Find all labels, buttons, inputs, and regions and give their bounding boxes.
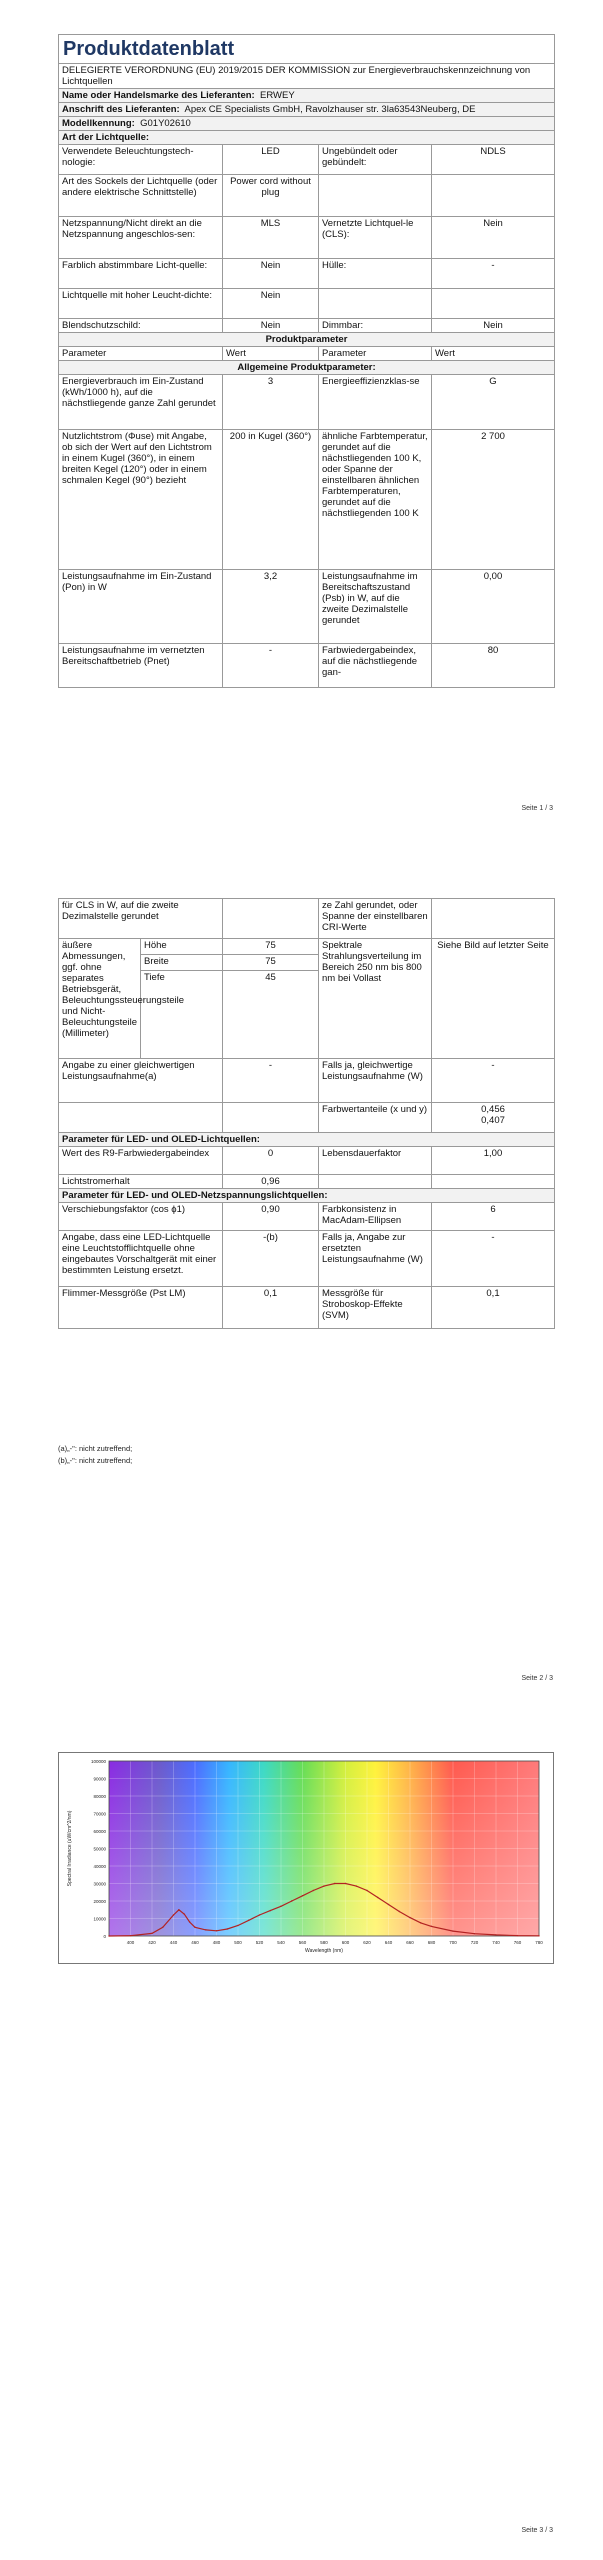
- ls-label-2a: Art des Sockels der Lichtquelle (oder andere elektrische Schnittstelle): [59, 175, 223, 217]
- equiv-power-yes-label: Falls ja, gleichwertige Leistungsaufnahme (W): [319, 1059, 432, 1103]
- page-2-sheet: [58, 898, 554, 1329]
- y-tick-label: 60000: [93, 1829, 106, 1834]
- spectrum-data-point: [377, 1897, 378, 1898]
- spectrum-data-point: [409, 1917, 410, 1918]
- spectrum-chart: [58, 1752, 554, 1964]
- equiv-power-label-text: Angabe zu einer gleichwertigen Leistungsaufnahme(a): [62, 1060, 195, 1082]
- spectral-label: Spektrale Strahlungsverteilung im Bereich 250 nm bis 800 nm bei Vollast: [319, 939, 432, 1059]
- param-psb-label: Leistungsaufnahme im Bereitschaftszustand (Psb) in W, auf die zweite Dezimalstelle gerundet: [319, 570, 432, 644]
- product-parameters-header: Produktparameter: [59, 333, 555, 347]
- spectrum-data-point: [178, 1909, 179, 1910]
- maintenance-value: 0,96: [223, 1175, 319, 1189]
- spectrum-data-point: [194, 1927, 195, 1928]
- consistency-value: 6: [432, 1203, 555, 1231]
- spectrum-data-point: [420, 1922, 421, 1923]
- mains-params-header: Parameter für LED- und OLED-Netzspannungslichtquellen:: [59, 1189, 555, 1203]
- x-tick-label: 620: [363, 1940, 371, 1945]
- y-tick-label: 100000: [90, 1759, 106, 1764]
- replacement-power-label: Falls ja, Angabe zur ersetzten Leistungsaufnahme (W): [319, 1231, 432, 1287]
- datasheet-table-page2: [58, 898, 555, 1329]
- col-header-value-1: Wert: [223, 347, 319, 361]
- ls-value-1b: NDLS: [432, 145, 555, 175]
- x-tick-label: 440: [169, 1940, 178, 1945]
- supplier-address-value: Apex CE Specialists GmbH, Ravolzhauser str. 3la63543Neuberg, DE: [184, 104, 476, 115]
- ls-label-3a: Netzspannung/Nicht direkt an die Netzspannung angeschlos-sen:: [59, 217, 223, 259]
- ls-label-3b: Vernetzte Lichtquel-le (CLS):: [319, 217, 432, 259]
- footnotes: [58, 1443, 132, 1467]
- spectrum-data-point: [431, 1926, 432, 1927]
- dim-height-label: Höhe: [141, 939, 223, 955]
- y-axis-label: Spectral Irradiance (uW/cm^2/nm): [67, 1810, 73, 1887]
- equiv-power-value: -: [223, 1059, 319, 1103]
- model-row: [59, 117, 555, 131]
- page-number-3: Seite 3 / 3: [521, 2527, 553, 2534]
- empty-cell-a: [59, 1103, 223, 1133]
- x-tick-label: 520: [255, 1940, 264, 1945]
- y-tick-label: 0: [103, 1934, 106, 1939]
- spectrum-data-point: [270, 1910, 271, 1911]
- y-tick-label: 90000: [93, 1776, 106, 1782]
- regulation-subtitle: DELEGIERTE VERORDNUNG (EU) 2019/2015 DER KOMMISSION zur Energieverbrauchskennzeichnung von Lichtquellen: [59, 64, 555, 89]
- y-tick-label: 20000: [93, 1899, 106, 1904]
- dim-depth-label: Tiefe: [141, 971, 223, 1059]
- flicker-value: 0,1: [223, 1287, 319, 1329]
- spectrum-data-point: [495, 1934, 496, 1935]
- spectrum-data-point: [388, 1904, 389, 1905]
- ls-label-5b: [319, 289, 432, 319]
- spectrum-data-point: [108, 1935, 109, 1936]
- x-tick-label: 700: [449, 1940, 457, 1945]
- ls-label-1b: Ungebündelt oder gebündelt:: [319, 145, 432, 175]
- cont-pnet-value: [223, 899, 319, 939]
- col-header-parameter-1: Parameter: [59, 347, 223, 361]
- param-pon-label: Leistungsaufnahme im Ein-Zustand (Pon) in W: [59, 570, 223, 644]
- ls-value-2b: [432, 175, 555, 217]
- spectrum-data-point: [313, 1890, 314, 1891]
- x-tick-label: 780: [535, 1940, 543, 1945]
- ls-value-5a: Nein: [223, 289, 319, 319]
- spectrum-data-point: [356, 1885, 357, 1886]
- spectrum-data-point: [130, 1935, 131, 1936]
- y-tick-label: 50000: [93, 1846, 106, 1852]
- spectrum-data-point: [366, 1890, 367, 1891]
- x-tick-label: 660: [406, 1940, 414, 1945]
- spectrum-data-point: [216, 1930, 217, 1931]
- spectrum-data-point: [280, 1906, 281, 1907]
- param-pon-value: 3,2: [223, 570, 319, 644]
- ls-label-6b: Dimmbar:: [319, 319, 432, 333]
- y-tick-label: 30000: [93, 1881, 106, 1887]
- equiv-power-label: [59, 1059, 223, 1103]
- led-params-header: Parameter für LED- und OLED-Lichtquellen:: [59, 1133, 555, 1147]
- spectrum-data-point: [237, 1925, 238, 1926]
- spectrum-data-point: [452, 1930, 453, 1931]
- spectrum-data-point: [291, 1900, 292, 1901]
- ls-label-4b: Hülle:: [319, 259, 432, 289]
- ls-label-2b: [319, 175, 432, 217]
- x-tick-label: 600: [341, 1940, 350, 1945]
- stroboscopic-value: 0,1: [432, 1287, 555, 1329]
- spectrum-data-point: [151, 1933, 152, 1934]
- general-params-header: Allgemeine Produktparameter:: [59, 361, 555, 375]
- x-tick-label: 500: [234, 1940, 242, 1945]
- empty-cell-b: [223, 1103, 319, 1133]
- spectral-value: Siehe Bild auf letzter Seite: [432, 939, 555, 1059]
- spectrum-data-point: [189, 1921, 190, 1922]
- spectrum-data-point: [205, 1929, 206, 1930]
- spectrum-data-point: [173, 1914, 174, 1915]
- empty-cell-c: [319, 1175, 432, 1189]
- dim-height-value: 75: [223, 939, 319, 955]
- supplier-address-row: [59, 103, 555, 117]
- x-tick-label: 400: [126, 1940, 135, 1945]
- spectrum-data-point: [345, 1883, 346, 1884]
- lifetime-value: 1,00: [432, 1147, 555, 1175]
- cont-pnet-label: für CLS in W, auf die zweite Dezimalstelle gerundet: [59, 899, 223, 939]
- x-tick-label: 460: [191, 1940, 199, 1945]
- x-tick-label: 420: [148, 1940, 156, 1945]
- ls-value-5b: [432, 289, 555, 319]
- footnote-a: (a)„-": nicht zutreffend;: [58, 1444, 133, 1453]
- x-tick-label: 580: [320, 1940, 328, 1945]
- dim-depth-value: 45: [223, 971, 319, 1059]
- datasheet-table-page1: [58, 34, 555, 688]
- cont-cri-value: [432, 899, 555, 939]
- shift-factor-value: 0,90: [223, 1203, 319, 1231]
- spectrum-data-point: [474, 1933, 475, 1934]
- page-number-1: Seite 1 / 3: [521, 805, 553, 812]
- ls-label-4a: Farblich abstimmbare Licht-quelle:: [59, 259, 223, 289]
- ls-value-1a: LED: [223, 145, 319, 175]
- param-energy-label: Energieverbrauch im Ein-Zustand (kWh/1000 h), auf die nächstliegende ganze Zahl gerundet: [59, 375, 223, 430]
- supplier-address-label: Anschrift des Lieferanten:: [62, 104, 180, 115]
- page-title: Produktdatenblatt: [59, 35, 555, 64]
- x-tick-label: 740: [492, 1940, 500, 1945]
- r9-label: Wert des R9-Farbwiedergabeindex: [59, 1147, 223, 1175]
- x-tick-label: 640: [384, 1940, 393, 1945]
- chromaticity-values: [432, 1103, 555, 1133]
- ls-value-3b: Nein: [432, 217, 555, 259]
- chromaticity-x: 0,456: [481, 1104, 505, 1115]
- x-tick-label: 560: [298, 1940, 307, 1945]
- param-flux-label: Nutzlichtstrom (Φuse) mit Angabe, ob sich der Wert auf den Lichtstrom in einem Kugel (360°), in einem breiten Kegel (120°) oder in einem schmalen Kegel (90°) bezieht: [59, 430, 223, 570]
- col-header-value-2: Wert: [432, 347, 555, 361]
- param-energy-value: 3: [223, 375, 319, 430]
- equiv-power-yes-value: -: [432, 1059, 555, 1103]
- x-tick-label: 760: [513, 1940, 522, 1945]
- spectrum-data-point: [227, 1928, 228, 1929]
- y-tick-label: 80000: [93, 1794, 106, 1799]
- ls-label-1a: Verwendete Beleuchtungstech-nologie:: [59, 145, 223, 175]
- model-label: Modellkennung:: [62, 118, 135, 129]
- shift-factor-label: Verschiebungsfaktor (cos ϕ1): [59, 1203, 223, 1231]
- footnote-b: (b)„-": nicht zutreffend;: [58, 1456, 133, 1465]
- replacement-label: Angabe, dass eine LED-Lichtquelle eine Leuchtstofflichtquelle ohne eingebautes Vorschaltgerät mit einer bestimmten Leistung ersetzt.: [59, 1231, 223, 1287]
- chromaticity-label: Farbwertanteile (x und y): [319, 1103, 432, 1133]
- x-axis-label: Wavelength (nm): [305, 1948, 343, 1954]
- ls-value-6b: Nein: [432, 319, 555, 333]
- param-cri-value: 80: [432, 644, 555, 688]
- ls-value-6a: Nein: [223, 319, 319, 333]
- x-tick-label: 720: [470, 1940, 479, 1945]
- spectrum-data-point: [399, 1911, 400, 1912]
- x-tick-label: 540: [277, 1940, 285, 1945]
- spectrum-data-point: [334, 1883, 335, 1884]
- replacement-value: -(b): [223, 1231, 319, 1287]
- supplier-name-label: Name oder Handelsmarke des Lieferanten:: [62, 90, 255, 101]
- ls-label-5a: Lichtquelle mit hoher Leucht-dichte:: [59, 289, 223, 319]
- model-value: G01Y02610: [140, 118, 191, 129]
- param-flux-value: 200 in Kugel (360°): [223, 430, 319, 570]
- param-cct-label: ähnliche Farbtemperatur, gerundet auf die nächstliegenden 100 K, oder Spanne der einstellbaren ähnlichen Farbtemperaturen, gerundet auf die nächstliegenden 100 K: [319, 430, 432, 570]
- param-psb-value: 0,00: [432, 570, 555, 644]
- dimensions-label: äußere Abmessungen, ggf. ohne separates Betriebsgerät, Beleuchtungssteuerungsteile und Nicht-Beleuchtungsteile (Millimeter): [59, 939, 141, 1059]
- param-class-label: Energieeffizienzklas-se: [319, 375, 432, 430]
- spectrum-data-point: [538, 1935, 539, 1936]
- dim-width-label: Breite: [141, 955, 223, 971]
- lifetime-label: Lebensdauerfaktor: [319, 1147, 432, 1175]
- y-tick-label: 70000: [93, 1811, 106, 1817]
- spectrum-data-point: [162, 1927, 163, 1928]
- chromaticity-y: 0,407: [481, 1115, 505, 1126]
- replacement-power-value: -: [432, 1231, 555, 1287]
- x-tick-label: 480: [212, 1940, 221, 1945]
- param-class-value: G: [432, 375, 555, 430]
- spectrum-data-point: [248, 1920, 249, 1921]
- param-pnet-value: -: [223, 644, 319, 688]
- light-source-type-header: Art der Lichtquelle:: [59, 131, 555, 145]
- maintenance-label: Lichtstromerhalt: [59, 1175, 223, 1189]
- supplier-name-row: [59, 89, 555, 103]
- page-1-sheet: [58, 34, 554, 688]
- consistency-label: Farbkonsistenz in MacAdam-Ellipsen: [319, 1203, 432, 1231]
- ls-value-2a: Power cord without plug: [223, 175, 319, 217]
- cont-cri-label: ze Zahl gerundet, oder Spanne der einstellbaren CRI-Werte: [319, 899, 432, 939]
- spectrum-data-point: [302, 1895, 303, 1896]
- dim-width-value: 75: [223, 955, 319, 971]
- param-cri-label: Farbwiedergabeindex, auf die nächstliegende gan-: [319, 644, 432, 688]
- ls-label-6a: Blendschutzschild:: [59, 319, 223, 333]
- stroboscopic-label: Messgröße für Stroboskop-Effekte (SVM): [319, 1287, 432, 1329]
- page-number-2: Seite 2 / 3: [521, 1675, 553, 1682]
- ls-value-3a: MLS: [223, 217, 319, 259]
- spectrum-data-point: [323, 1885, 324, 1886]
- y-tick-label: 40000: [93, 1864, 106, 1869]
- supplier-name-value: ERWEY: [260, 90, 295, 101]
- param-cct-value: 2 700: [432, 430, 555, 570]
- r9-value: 0: [223, 1147, 319, 1175]
- spectrum-data-point: [259, 1914, 260, 1915]
- y-tick-label: 10000: [93, 1916, 106, 1922]
- ls-value-4b: -: [432, 259, 555, 289]
- empty-cell-d: [432, 1175, 555, 1189]
- spectrum-chart-svg: [59, 1753, 553, 1963]
- param-pnet-label: Leistungsaufnahme im vernetzten Bereitschaftbetrieb (Pnet): [59, 644, 223, 688]
- col-header-parameter-2: Parameter: [319, 347, 432, 361]
- flicker-label: Flimmer-Messgröße (Pst LM): [59, 1287, 223, 1329]
- spectrum-data-point: [517, 1935, 518, 1936]
- x-tick-label: 680: [427, 1940, 436, 1945]
- ls-value-4a: Nein: [223, 259, 319, 289]
- spectrum-data-point: [184, 1913, 185, 1914]
